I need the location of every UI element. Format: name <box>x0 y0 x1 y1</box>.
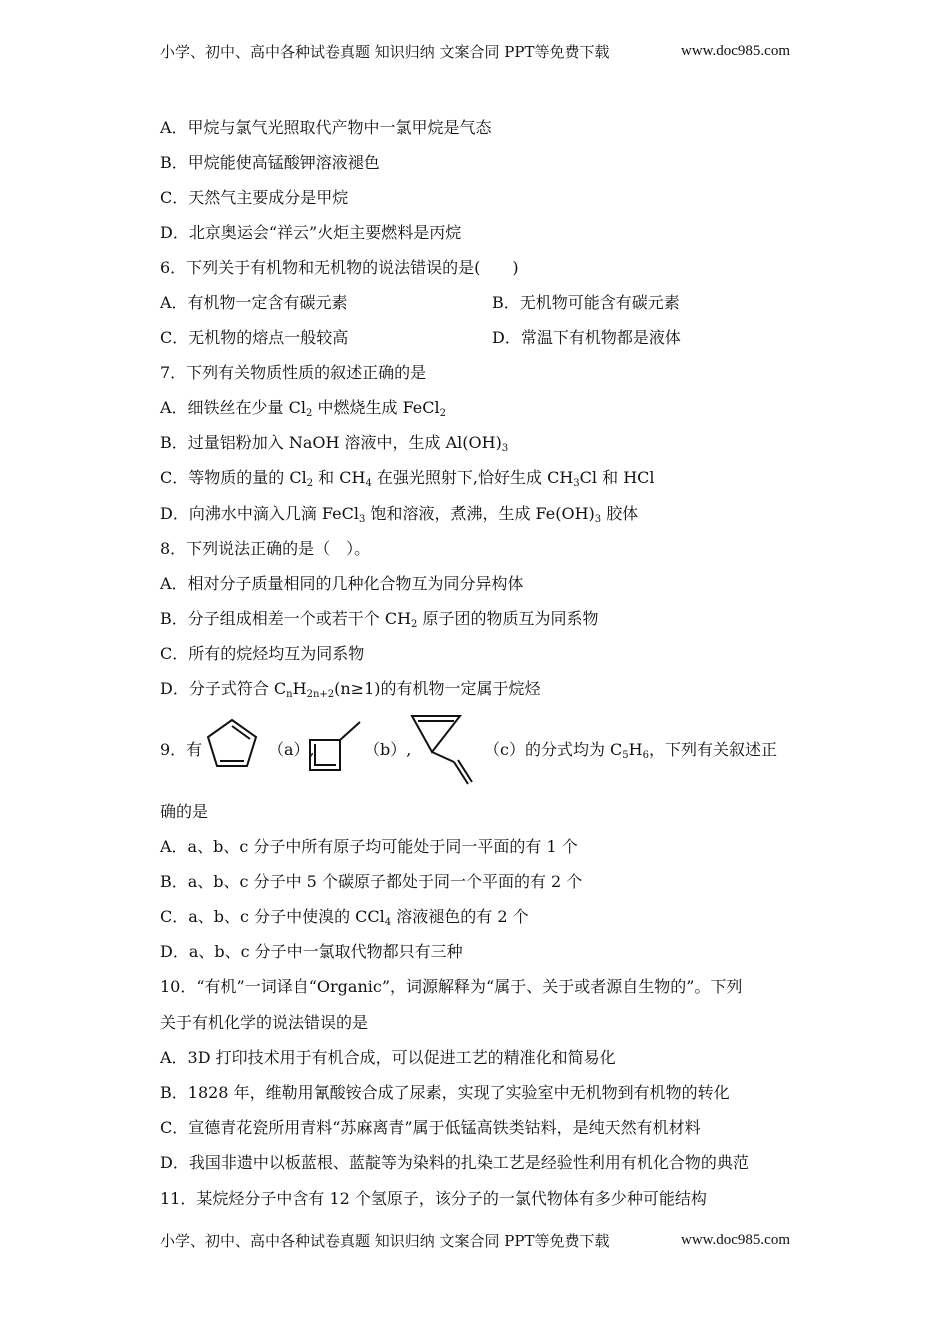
q9-option-a: A．a、b、c 分子中所有原子均可能处于同一平面的有 1 个 <box>160 837 578 856</box>
q10-option-d: D．我国非遗中以板蓝根、蓝靛等为染料的扎染工艺是经验性利用有机化合物的典范 <box>160 1153 749 1172</box>
header-url: www.doc985.com <box>680 42 790 59</box>
q7-option-c: C．等物质的量的 $Cl_2$ 和 $CH_4$ 在强光照射下,恰好生成 $CH_3Cl$ 和 HCl <box>160 468 655 489</box>
q7-option-b: B．过量铝粉加入 NaOH 溶液中，生成 $Al(OH)_3$ <box>160 433 509 454</box>
q9-label-b: （b）, <box>364 740 412 759</box>
q8-option-c: C．所有的烷烃均互为同系物 <box>160 644 365 663</box>
q5-option-c: C．天然气主要成分是甲烷 <box>160 188 349 207</box>
q6-option-b: B．无机物可能含有碳元素 <box>492 293 680 312</box>
q7-option-d: D．向沸水中滴入几滴 FeCl$_3$ 饱和溶液，煮沸，生成 $Fe(OH)_3$ 胶体 <box>160 504 639 525</box>
q9-stem-suffix: （c）的分式均为 $C_5H_6$，下列有关叙述正 <box>484 740 778 761</box>
q9-stem-row <box>160 710 800 790</box>
vinylcyclopropene-structure-icon <box>406 710 484 790</box>
q9-label-a: （a）, <box>268 740 315 759</box>
q8-option-d: D．分子式符合 $C_nH_{2n+2}(n\ge 1)$的有机物一定属于烷烃 <box>160 679 541 700</box>
q9-stem-prefix: 9．有 <box>160 740 203 759</box>
header-text: 小学、初中、高中各种试卷真题 知识归纳 文案合同 PPT等免费下载 <box>160 42 610 61</box>
q6-option-c: C．无机物的熔点一般较高 <box>160 328 349 347</box>
q7-stem: 7．下列有关物质性质的叙述正确的是 <box>160 363 427 382</box>
q6-option-a: A．有机物一定含有碳元素 <box>160 293 348 312</box>
q6-option-d: D．常温下有机物都是液体 <box>492 328 681 347</box>
methylcyclobutadiene-structure-icon <box>306 718 366 774</box>
q5-option-d: D．北京奥运会“祥云”火炬主要燃料是丙烷 <box>160 223 462 242</box>
q10-stem-line1: 10．“有机”一词译自“Organic”，词源解释为“属于、关于或者源自生物的”。下列 <box>160 977 743 996</box>
q9-option-c: C．a、b、c 分子中使溴的 CCl$_4$ 溶液褪色的有 2 个 <box>160 907 529 928</box>
q9-option-b: B．a、b、c 分子中 5 个碳原子都处于同一个平面的有 2 个 <box>160 872 583 891</box>
q11-stem: 11．某烷烃分子中含有 12 个氢原子，该分子的一氯代物体有多少种可能结构 <box>160 1189 707 1208</box>
q9-stem-cont: 确的是 <box>160 802 209 821</box>
q5-option-a: A．甲烷与氯气光照取代产物中一氯甲烷是气态 <box>160 118 492 137</box>
footer-url: www.doc985.com <box>680 1231 790 1248</box>
q10-option-c: C．宣德青花瓷所用青料“苏麻离青”属于低锰高铁类钴料，是纯天然有机材料 <box>160 1118 701 1137</box>
q7-option-a: A．细铁丝在少量 $Cl_2$ 中燃烧生成 FeCl$_2$ <box>160 398 446 419</box>
page-header <box>160 40 790 62</box>
q8-option-a: A．相对分子质量相同的几种化合物互为同分异构体 <box>160 574 524 593</box>
q8-option-b: B．分子组成相差一个或若干个 $CH_2$ 原子团的物质互为同系物 <box>160 609 599 630</box>
q10-option-a: A．3D 打印技术用于有机合成，可以促进工艺的精准化和简易化 <box>160 1048 616 1067</box>
q6-stem: 6．下列关于有机物和无机物的说法错误的是( ) <box>160 258 519 277</box>
q10-stem-line2: 关于有机化学的说法错误的是 <box>160 1013 369 1032</box>
q10-option-b: B．1828 年，维勒用氰酸铵合成了尿素，实现了实验室中无机物到有机物的转化 <box>160 1083 730 1102</box>
q5-option-b: B．甲烷能使高锰酸钾溶液褪色 <box>160 153 380 172</box>
q9-option-d: D．a、b、c 分子中一氯取代物都只有三种 <box>160 942 463 961</box>
cyclopentadiene-structure-icon <box>204 716 260 772</box>
q8-stem: 8．下列说法正确的是（ ）。 <box>160 539 371 558</box>
footer-text: 小学、初中、高中各种试卷真题 知识归纳 文案合同 PPT等免费下载 <box>160 1231 610 1250</box>
page-footer <box>160 1229 790 1251</box>
